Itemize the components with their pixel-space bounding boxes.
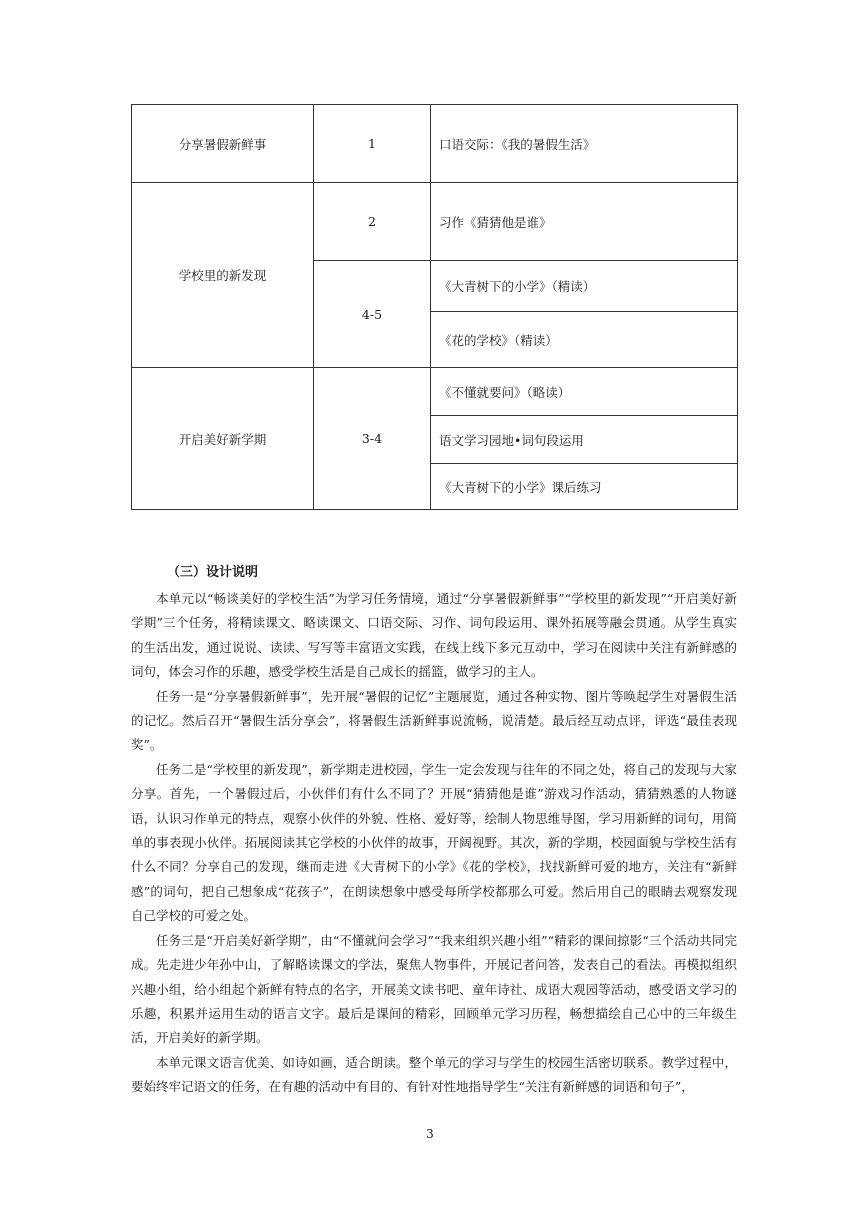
content-cell: 《大青树下的小学》课后练习 xyxy=(431,464,738,510)
hours-cell: 4-5 xyxy=(314,261,431,368)
task-cell: 分享暑假新鲜事 xyxy=(132,105,314,183)
table-row xyxy=(132,183,738,261)
hours-cell: 3-4 xyxy=(314,368,431,510)
hours-cell: 1 xyxy=(314,105,431,183)
section-heading: （三）设计说明 xyxy=(167,565,259,580)
task-cell: 学校里的新发现 xyxy=(132,183,314,368)
paragraph: 本单元课文语言优美、如诗如画，适合朗读。整个单元的学习与学生的校园生活密切联系。教学过程中，要始终牢记语文的任务，在有趣的活动中有目的、有针对性地指导学生“关注有新鲜感的词语和句子”， xyxy=(131,1054,737,1095)
task-cell: 开启美好新学期 xyxy=(132,368,314,510)
content-cell: 《花的学校》（精读） xyxy=(431,312,738,368)
paragraph: 本单元以“畅谈美好的学校生活”为学习任务情境，通过“分享暑假新鲜事”“学校里的新发现”“开启美好新学期”三个任务，将精读课文、略读课文、口语交际、习作、词句段运用、课外拓展等融会贯通。从学生真实的生活出发，通过说说、读读、写写等丰富语文实践，在线上线下多元互动中，学习在阅读中关注有新鲜感的词句，体会习作的乐趣，感受学校生活是自己成长的摇篮，做学习的主人。 xyxy=(131,591,737,680)
table-row xyxy=(132,368,738,416)
content-cell: 口语交际：《我的暑假生活》 xyxy=(431,105,738,183)
page-number: 3 xyxy=(426,1127,434,1141)
content-cell: 语文学习园地•词句段运用 xyxy=(431,416,738,464)
paragraph: 任务一是“分享暑假新鲜事”，先开展“暑假的记忆”主题展览，通过各种实物、图片等唤起学生对暑假生活的记忆。然后召开“暑假生活分享会”，将暑假生活新鲜事说流畅，说清楚。最后经互动点评，评选“最佳表现奖”。 xyxy=(131,688,737,753)
paragraph: 任务三是“开启美好新学期”，由“不懂就问会学习”“我来组织兴趣小组”“精彩的课间掠影“三个活动共同完成。先走进少年孙中山，了解略读课文的学法，聚焦人物事件，开展记者问答，发表自己的看法。再模拟组织兴趣小组，给小组起个新鲜有特点的名字，开展美文读书吧、童年诗社、成语大观园等活动，感受语文学习的乐趣，积累并运用生动的语言文字。最后是课间的精彩，回顾单元学习历程，畅想描绘自己心中的三年级生活，开启美好的新学期。 xyxy=(131,932,737,1046)
table-row xyxy=(132,105,738,183)
content-cell: 《大青树下的小学》（精读） xyxy=(431,261,738,312)
hours-cell: 2 xyxy=(314,183,431,261)
unit-task-table xyxy=(131,104,738,510)
content-cell: 《不懂就要问》（略读） xyxy=(431,368,738,416)
content-cell: 习作《猜猜他是谁》 xyxy=(431,183,738,261)
section-body xyxy=(131,587,737,1100)
paragraph: 任务二是“学校里的新发现”，新学期走进校园，学生一定会发现与往年的不同之处，将自己的发现与大家分享。首先，一个暑假过后，小伙伴们有什么不同了？开展“猜猜他是谁”游戏习作活动，猜猜熟悉的人物谜语，认识习作单元的特点，观察小伙伴的外貌、性格、爱好等，绘制人物思维导图，学习用新鲜的词句，用简单的事表现小伙伴。拓展阅读其它学校的小伙伴的故事，开阔视野。其次，新的学期，校园面貌与学校生活有什么不同？分享自己的发现，继而走进《大青树下的小学》《花的学校》，找找新鲜可爱的地方，关注有“新鲜感”的词句，把自己想象成“花孩子”，在朗读想象中感受每所学校都那么可爱。然后用自己的眼睛去观察发现自己学校的可爱之处。 xyxy=(131,761,737,924)
